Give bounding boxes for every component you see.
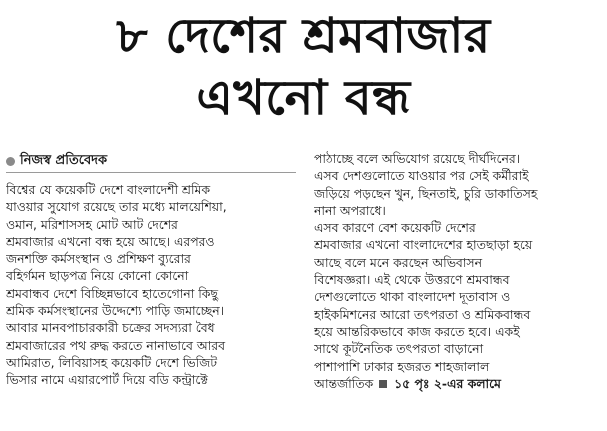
- body-line: আছে বলে মনে করছেন অভিবাসন: [314, 254, 483, 270]
- body-line: পাশাপাশি ঢাকার হজরত শাহজালাল: [314, 358, 490, 374]
- body-line: আবার মানবপাচারকারী চক্রের সদস্যরা বৈধ: [6, 320, 215, 336]
- right-column: [314, 150, 600, 392]
- body-line: জনশক্তি কর্মসংস্থান ও প্রশিক্ষণ ব্যুরোর: [6, 251, 191, 267]
- body-line: শ্রমবাজার এখনো বন্ধ হয়ে আছে। এরপরও: [6, 233, 215, 249]
- left-body: [6, 181, 296, 389]
- continuation-line: [314, 375, 600, 392]
- body-line: পাঠাচ্ছে বলে অভিযোগ রয়েছে দীর্ঘদিনের।: [314, 151, 521, 166]
- body-line: নানা অপরাধে।: [314, 202, 386, 218]
- continuation-note: ১৫ পৃঃ ২-এর কলামে: [394, 375, 501, 391]
- body-line: হয়ে আন্তরিকভাবে কাজ করতে হবে। একই: [314, 323, 520, 339]
- byline: [6, 150, 296, 173]
- body-line: শ্রমিক কর্মসংস্থানের উদ্দেশ্যে পাড়ি জমাচ্ছেন।: [6, 303, 225, 319]
- body-line: যাওয়ার সুযোগ রয়েছে তার মধ্যে মালয়েশিয়া,: [6, 199, 227, 215]
- headline-line-1: ৮ দেশের শ্রমবাজার: [116, 8, 491, 64]
- bullet-icon: [6, 157, 15, 166]
- body-line: বহির্গমন ছাড়পত্র নিয়ে কোনো কোনো: [6, 268, 189, 284]
- body-line: বিশেষজ্ঞরা। এই থেকে উত্তরণে শ্রমবান্ধব: [314, 272, 510, 288]
- body-line: শ্রমবান্ধব দেশে বিচ্ছিন্নভাবে হাতেগোনা কিছু: [6, 285, 218, 301]
- body-line: ভিসার নামে এয়ারপোর্ট দিয়ে বডি কন্ট্রাক্টে: [6, 372, 208, 388]
- headline-line-2: এখনো বন্ধ: [196, 70, 411, 126]
- body-line-end: আন্তর্জাতিক: [314, 375, 374, 391]
- body-line: আমিরাত, লিবিয়াসহ কয়েকটি দেশে ভিজিট: [6, 354, 217, 370]
- body-line: সাথে কূটনৈতিক তৎপরতা বাড়ানো: [314, 341, 484, 357]
- body-line: দেশগুলোতে থাকা বাংলাদেশ দূতাবাস ও: [314, 289, 511, 305]
- body-line: ওমান, মরিশাসসহ মোট আট দেশের: [6, 216, 178, 232]
- left-column: [6, 150, 296, 389]
- square-bullet-icon: [379, 380, 387, 388]
- body-line: শ্রমবাজারের পথ রুদ্ধ করতে নানাভাবে আরব: [6, 337, 225, 353]
- body-line: বিশ্বের যে কয়েকটি দেশে বাংলাদেশী শ্রমিক: [6, 182, 211, 197]
- body-line: জড়িয়ে পড়ছেন খুন, ছিনতাই, চুরি ডাকাতিসহ: [314, 185, 538, 201]
- byline-text: নিজস্ব প্রতিবেদক: [20, 153, 108, 168]
- body-line: শ্রমবাজার এখনো বাংলাদেশের হাতছাড়া হয়ে: [314, 237, 533, 253]
- body-line: এসব দেশগুলোতে যাওয়ার পর সেই কর্মীরাই: [314, 168, 529, 184]
- body-line: এসব কারণে বেশ কয়েকটি দেশের: [314, 220, 476, 236]
- body-line: হাইকমিশনের আরো তৎপরতা ও শ্রমিকবান্ধব: [314, 306, 531, 322]
